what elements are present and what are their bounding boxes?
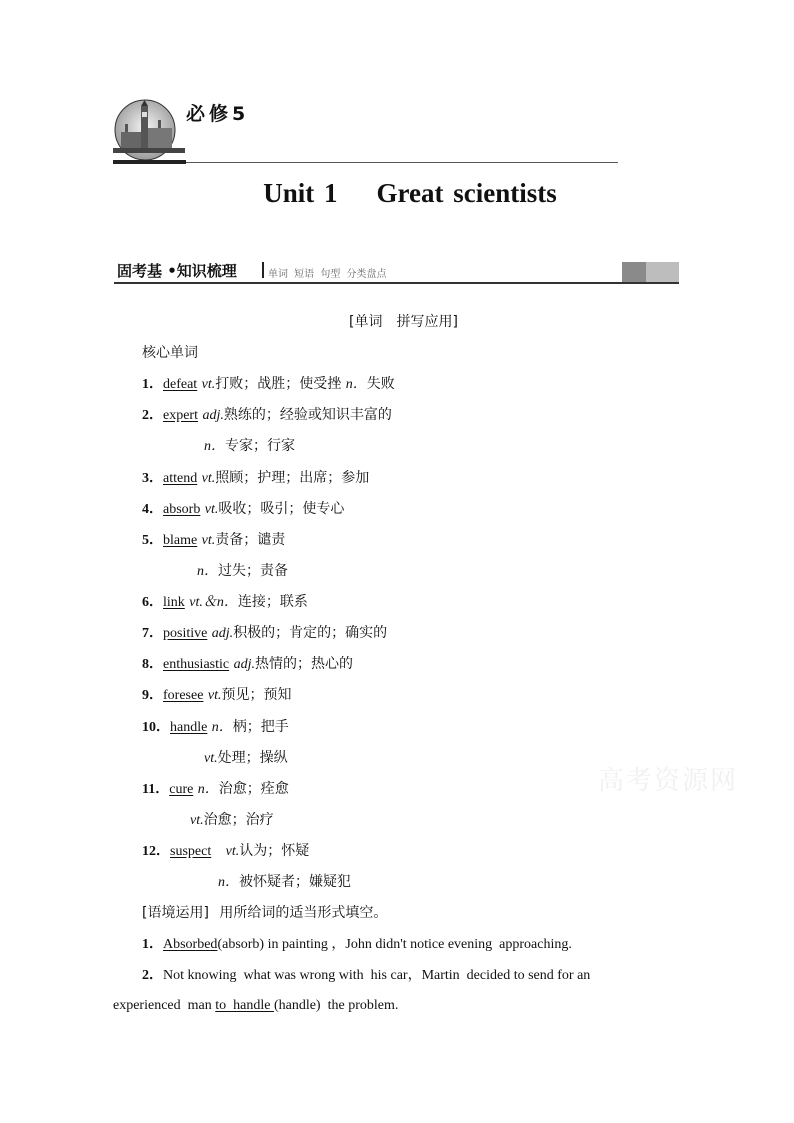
vocab-pos: vt. [204, 502, 219, 517]
header-rule [186, 162, 618, 163]
vocab-word: positive [163, 626, 208, 641]
exercise-hint: (handle) [273, 998, 321, 1013]
vocab-meaning: 处理；操纵 [217, 750, 288, 766]
exercise-text: in painting ，John didn't notice evening approaching. [264, 937, 572, 952]
vocab-continuation [204, 437, 295, 456]
vocab-meaning: 责备；谴责 [215, 532, 286, 548]
exercise-text: Not knowing what was wrong with his car，Martin decided to send for an [163, 968, 591, 983]
vocab-num: 3． [142, 471, 163, 486]
vocab-num: 6． [142, 595, 163, 610]
vocab-item [142, 375, 395, 394]
vocab-pos: adj. [211, 626, 234, 641]
vocab-word: foresee [163, 688, 204, 703]
exercise-item-continuation [113, 997, 398, 1015]
vocab-word: enthusiastic [163, 657, 230, 672]
vocab-pos: vt. [190, 813, 204, 828]
vocab-continuation [197, 562, 288, 581]
vocab-meaning: 柄；把手 [232, 719, 289, 735]
vocab-item [142, 406, 392, 425]
vocab-word: suspect [170, 844, 212, 859]
exercise-num: 2． [142, 968, 163, 983]
exercise-text: the problem. [320, 998, 399, 1013]
vocab-pos: n． [197, 782, 219, 797]
exercise-header [142, 904, 387, 922]
vocab-pos: n． [197, 564, 218, 579]
vocab-word: handle [170, 720, 208, 735]
exercise-answer: to handle [215, 998, 274, 1013]
unit-title: Unit 1 Great scientists [263, 178, 557, 208]
vocab-continuation [190, 811, 274, 830]
exercise-item [142, 967, 590, 985]
section-title: 固考基 •知识梳理 [117, 262, 237, 280]
vocab-meaning: 治愈；治疗 [203, 812, 274, 828]
vocab-word: blame [163, 533, 198, 548]
vocab-continuation [204, 749, 288, 768]
vocab-pos: n． [218, 875, 239, 890]
vocab-pos: vt. [207, 688, 222, 703]
vocab-pos: adj. [233, 657, 255, 672]
vocab-item [142, 593, 308, 612]
book-label: 必修5 [186, 103, 250, 125]
vocab-meaning: 被怀疑者；嫌疑犯 [239, 874, 351, 890]
vocab-meaning: 热情的；热心的 [254, 656, 353, 672]
vocab-word: absorb [163, 502, 201, 517]
exercise-hint: (absorb) [217, 937, 265, 952]
vocab-pos: n． [211, 720, 233, 735]
exercise-item [142, 936, 572, 954]
vocab-num: 9． [142, 688, 163, 703]
core-words-label: 核心单词 [142, 345, 198, 361]
vocab-item [142, 624, 387, 643]
vocab-num: 8． [142, 657, 163, 672]
section-separator [262, 262, 264, 278]
vocab-meaning: 预见；预知 [221, 687, 292, 703]
section-light-block [646, 262, 679, 282]
vocab-word: cure [169, 782, 194, 797]
vocab-word: link [163, 595, 185, 610]
vocab-item [142, 469, 369, 488]
vocab-pos: vt. [201, 533, 216, 548]
section-underline [114, 282, 679, 284]
vocab-meaning: 专家；行家 [225, 438, 295, 454]
building-logo-icon [113, 98, 191, 170]
vocab-num: 1． [142, 377, 163, 392]
vocab-pos: n． [204, 439, 225, 454]
vocab-item [142, 780, 289, 799]
vocab-meaning: 熟练的；经验或知识丰富的 [223, 407, 392, 423]
vocab-meaning: 照顾；护理；出席；参加 [215, 470, 370, 486]
vocab-meaning: 吸收；吸引；使专心 [218, 501, 345, 517]
vocab-pos: n． [345, 377, 367, 392]
vocab-item [142, 500, 344, 519]
vocab-word: attend [163, 471, 198, 486]
subheading: [单词 拼写应用] [349, 314, 458, 330]
vocab-continuation [218, 873, 351, 892]
vocab-pos: adj. [202, 408, 224, 423]
vocab-pos: vt. [225, 844, 240, 859]
exercise-text: experienced man [113, 998, 216, 1013]
vocab-meaning: 过失；责备 [218, 563, 288, 579]
exercise-num: 1． [142, 937, 163, 952]
vocab-meaning: 连接；联系 [237, 594, 308, 610]
vocab-pos: vt. [201, 471, 216, 486]
exercise-label: [语境运用] [142, 905, 209, 921]
section-subtitle: 单词 短语 句型 分类盘点 [268, 269, 387, 280]
vocab-word: expert [163, 408, 198, 423]
vocab-meaning: 认为；怀疑 [239, 843, 310, 859]
vocab-word: defeat [163, 377, 198, 392]
vocab-meaning: 积极的；肯定的；确实的 [233, 625, 388, 641]
vocab-item [142, 718, 289, 737]
section-bar [114, 258, 679, 284]
vocab-meaning: 治愈；痊愈 [218, 781, 289, 797]
vocab-num: 12． [142, 844, 170, 859]
exercise-instruction: 用所给词的适当形式填空。 [219, 905, 388, 921]
vocab-item [142, 686, 291, 705]
section-grey-block [622, 262, 646, 282]
vocab-item [142, 842, 309, 861]
vocab-num: 11． [142, 782, 170, 797]
watermark: 高考资源网 [598, 766, 739, 796]
vocab-meaning: 失败 [366, 376, 395, 392]
exercise-answer: Absorbed [163, 937, 218, 952]
vocab-pos: vt. [201, 377, 216, 392]
vocab-num: 2． [142, 408, 163, 423]
vocab-pos: vt.＆n． [189, 595, 238, 610]
vocab-num: 10． [142, 720, 170, 735]
vocab-meaning: 打败；战胜；使受挫 [215, 376, 342, 392]
vocab-item [142, 531, 285, 550]
vocab-num: 7． [142, 626, 163, 641]
vocab-num: 5． [142, 533, 163, 548]
vocab-pos: vt. [204, 751, 218, 766]
vocab-item [142, 655, 353, 674]
vocab-num: 4． [142, 502, 163, 517]
